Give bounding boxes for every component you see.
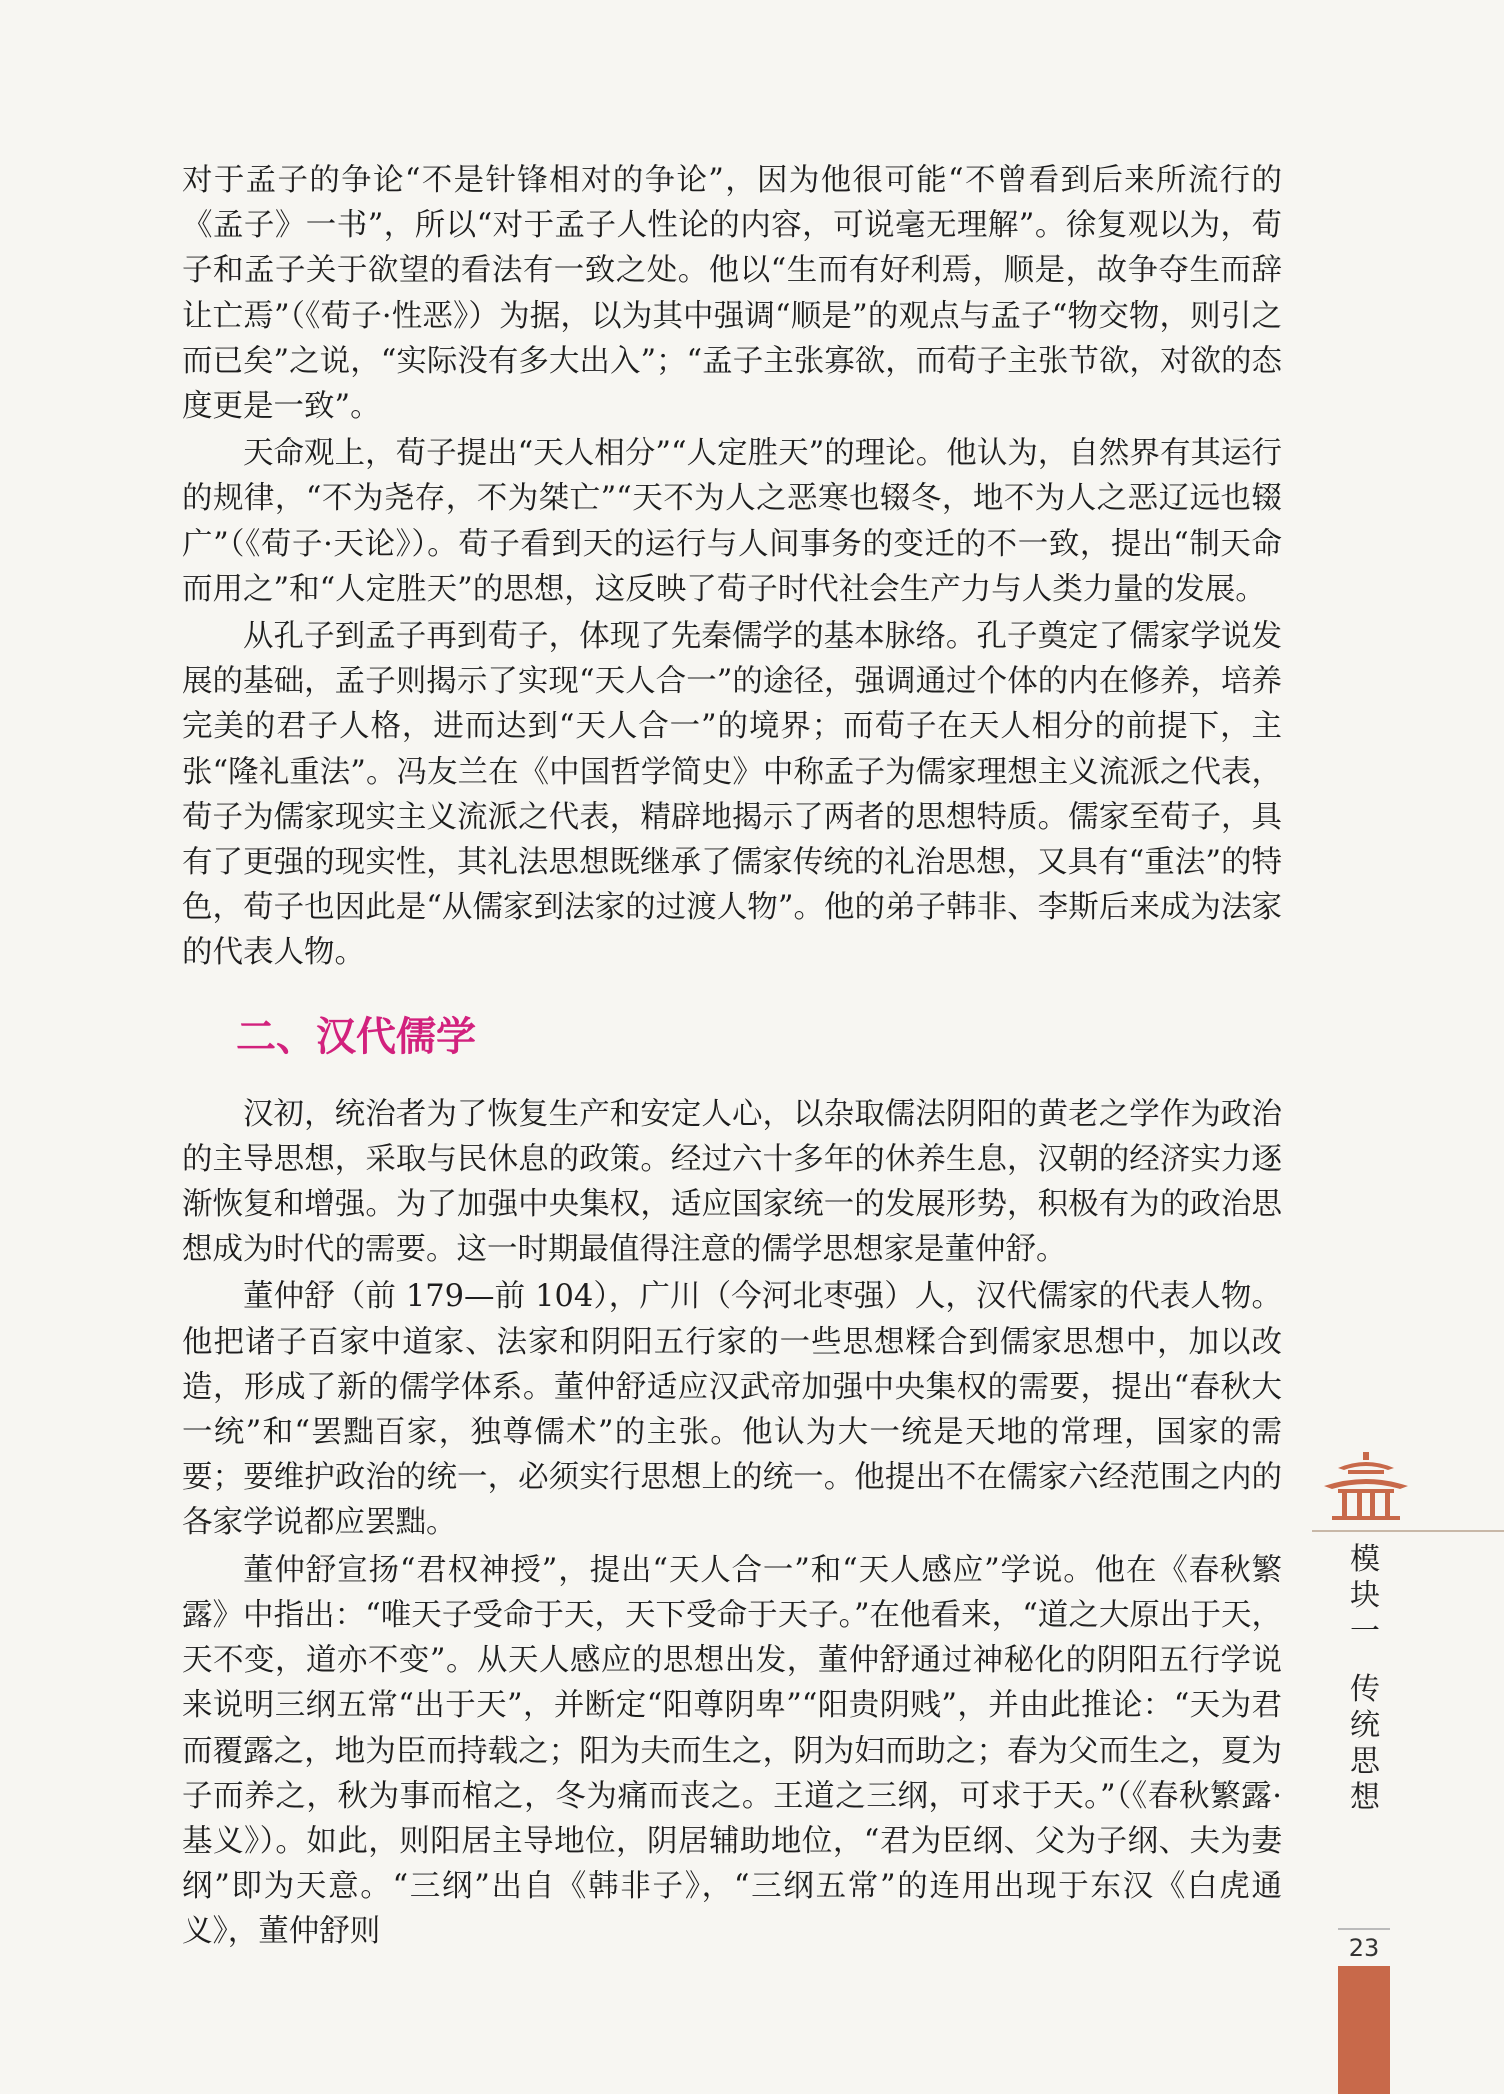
paragraph: 汉初，统治者为了恢复生产和安定人心，以杂取儒法阴阳的黄老之学作为政治的主导思想，采取与民休息的政策。经过六十多年的休养生息，汉朝的经济实力逐渐恢复和增强。为了加强中央集权，适应国家统一的发展形势，积极有为的政治思想成为时代的需要。这一时期最值得注意的儒学思想家是董仲舒。 xyxy=(182,1096,1282,1268)
pagoda-icon xyxy=(1318,1452,1414,1522)
section-title: 二、汉代儒学 xyxy=(236,1013,476,1060)
paragraph: 董仲舒宣扬“君权神授”，提出“天人合一”和“天人感应”学说。他在《春秋繁露》中指出：“唯天子受命于天，天下受命于天子。”在他看来，“道之大原出于天，天不变，道亦不变”。从天人感应的思想出发，董仲舒通过神秘化的阴阳五行学说来说明三纲五常“出于天”，并断定“阳尊阴卑”“阳贵阴贱”，并由此推论：“天为君而覆露之，地为臣而持载之；阳为夫而生之，阴为妇而助之；春为父而生之，夏为子而养之，秋为事而棺之，冬为痛而丧之。王道之三纲，可求于天。”（《春秋繁露·基义》）。如此，则阳居主导地位，阴居辅助地位，“君为臣纲、父为子纲、夫为妻纲”即为天意。“三纲”出自《韩非子》，“三纲五常”的连用出现于东汉《白虎通义》，董仲舒则 xyxy=(182,1552,1282,1950)
page-number: 23 xyxy=(1338,1928,1390,1966)
paragraph: 董仲舒（前 179—前 104），广川（今河北枣强）人，汉代儒家的代表人物。他把诸子百家中道家、法家和阴阳五行家的一些思想糅合到儒家思想中，加以改造，形成了新的儒学体系。董仲舒适应汉武帝加强中央集权的需要，提出“春秋大一统”和“罢黜百家，独尊儒术”的主张。他认为大一统是天地的常理，国家的需要；要维护政治的统一，必须实行思想上的统一。他提出不在儒家六经范围之内的各家学说都应罢黜。 xyxy=(182,1279,1282,1541)
module-title: 传统思想 xyxy=(1350,1672,1380,1815)
module-label: 模块一 xyxy=(1350,1542,1380,1649)
paragraph: 天命观上，荀子提出“天人相分”“人定胜天”的理论。他认为，自然界有其运行的规律，“不为尧存，不为桀亡”“天不为人之恶寒也辍冬，地不为人之恶辽远也辍广”（《荀子·天论》）。荀子看到天的运行与人间事务的变迁的不一致，提出“制天命而用之”和“人定胜天”的思想，这反映了荀子时代社会生产力与人类力量的发展。 xyxy=(182,436,1282,607)
paragraph: 从孔子到孟子再到荀子，体现了先秦儒学的基本脉络。孔子奠定了儒家学说发展的基础，孟子则揭示了实现“天人合一”的途径，强调通过个体的内在修养，培养完美的君子人格，进而达到“天人合一”的境界；而荀子在天人相分的前提下，主张“隆礼重法”。冯友兰在《中国哲学简史》中称孟子为儒家理想主义流派之代表，荀子为儒家现实主义流派之代表，精辟地揭示了两者的思想特质。儒家至荀子，具有了更强的现实性，其礼法思想既继承了儒家传统的礼治思想，又具有“重法”的特色，荀子也因此是“从儒家到法家的过渡人物”。他的弟子韩非、李斯后来成为法家的代表人物。 xyxy=(182,619,1282,971)
paragraph: 对于孟子的争论“不是针锋相对的争论”，因为他很可能“不曾看到后来所流行的《孟子》一书”，所以“对于孟子人性论的内容，可说毫无理解”。徐复观以为，荀子和孟子关于欲望的看法有一致之处。他以“生而有好利焉，顺是，故争夺生而辞让亡焉”（《荀子·性恶》）为据，以为其中强调“顺是”的观点与孟子“物交物，则引之而已矣”之说，“实际没有多大出入”；“孟子主张寡欲，而荀子主张节欲，对欲的态度更是一致”。 xyxy=(182,163,1282,425)
page-tab-bar xyxy=(1338,1966,1390,2094)
page-content xyxy=(182,158,1282,1955)
divider xyxy=(1312,1530,1504,1532)
